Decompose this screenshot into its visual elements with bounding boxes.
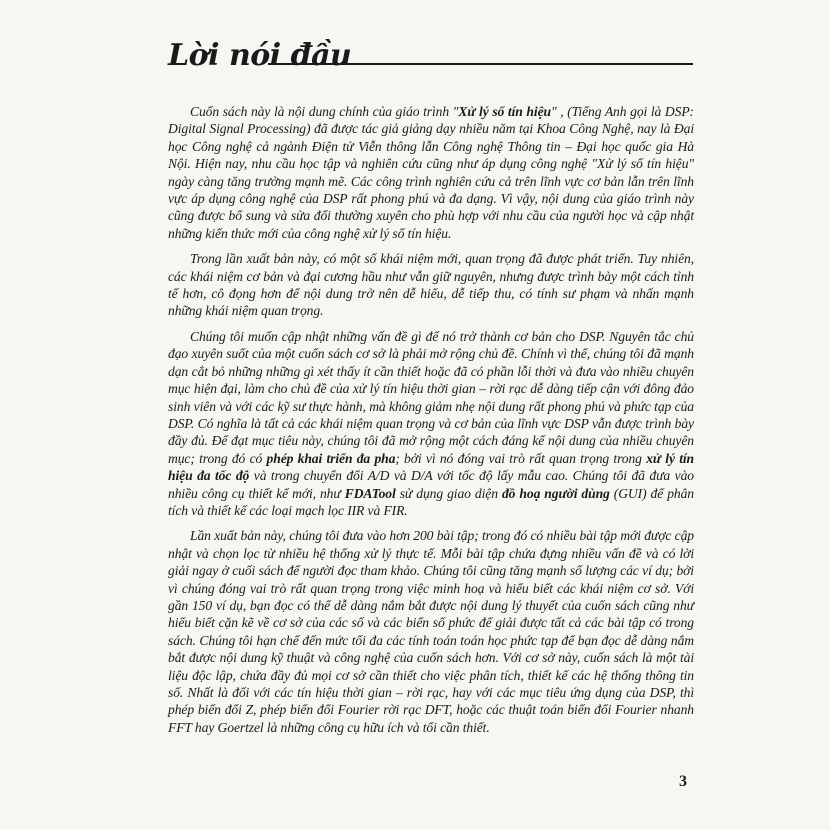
text-run: " , (Tiếng Anh gọi là DSP: Digital Signal Processing) đã được tác giả giảng dạy nhiều năm tại Khoa Công Nghệ, nay là Đại học Công nghệ cả ngành Điện tử Viễn thông lẫn Công nghệ Thông tin – Đại học quốc gia Hà Nội. Hiện nay, nhu cầu học tập và nghiên cứu cũng như áp dụng công nghệ "Xử lý số tín hiệu" ngày càng tăng trưởng mạnh mẽ. Các công trình nghiên cứu cả trên lĩnh vực cơ bản lẫn trên lĩnh vực áp dụng công nghệ của DSP rất phong phú và đa dạng. Vì vậy, nội dung của giáo trình này cũng được bổ sung và sửa đổi thường xuyên cho phù hợp với nhu cầu của người học và cập nhật những kiến thức mới của công nghệ xử lý số tín hiệu. <box>168 104 694 241</box>
preface-paragraph <box>168 250 694 320</box>
text-run: (GUI) để phân tích và thiết kế các loại mạch lọc IIR và FIR. <box>168 485 694 518</box>
text-run: Cuốn sách này là nội dung chính của giáo trình " <box>190 104 459 119</box>
heading-underline <box>268 63 693 65</box>
preface-paragraph <box>168 527 694 736</box>
text-run: Lần xuất bản này, chúng tôi đưa vào hơn 200 bài tập; trong đó có nhiều bài tập mới được cập nhật và chọn lọc từ nhiều hệ thống xử lý thực tế. Mỗi bài tập chứa đựng nhiều vấn đề và có lời giải ngay ở cuối sách để người đọc tham khảo. Chúng tôi cũng tăng mạnh số lượng các ví dụ; bởi vì chúng đóng vai trò rất quan trọng trong việc minh hoạ và hiểu biết các khái niệm cơ sở. Với gần 150 ví dụ, bạn đọc có thể dễ dàng nắm bắt được nội dung lý thuyết của cuốn sách cũng như hiểu biết cặn kẽ về cơ sở của các số và các biến số phức để giải được tất cả các bài tập có trong sách. Chúng tôi hạn chế đến mức tối đa các tính toán toán học phức tạp để bạn đọc dễ dàng nắm bắt được nội dung kỹ thuật và công nghệ của cuốn sách hơn. Với cơ sở này, cuốn sách là một tài liệu độc lập, chứa đầy đủ mọi cơ sở cần thiết cho việc phân tích, thiết kế các hệ thống thông tin số. Nhất là đối với các tín hiệu thời gian – rời rạc, hay với các mục tiêu ứng dụng của DSP, thì phép biến đổi Z, phép biến đổi Fourier rời rạc DFT, hoặc các thuật toán biến đổi Fourier nhanh FFT hay Goertzel là những công cụ hữu ích và tối cần thiết. <box>168 528 694 735</box>
text-run: và trong chuyển đổi A/D và D/A với tốc độ lấy mẫu cao. Chúng tôi đã đưa vào nhiều công cụ thiết kế mới, như <box>168 468 694 501</box>
preface-body <box>168 103 694 744</box>
bold-term: đồ hoạ người dùng <box>501 485 610 501</box>
bold-term: Xử lý số tín hiệu <box>458 104 551 119</box>
bold-term: FDATool <box>344 485 396 501</box>
bold-term: xử lý tín hiệu đa tốc độ <box>168 450 695 484</box>
text-run: ; bởi vì nó đóng vai trò rất quan trọng trong <box>395 450 647 466</box>
page-number: 3 <box>679 773 687 790</box>
page-heading: Lời nói đầu <box>168 38 352 73</box>
text-run: sử dụng giao diện <box>395 485 502 501</box>
text-run: Chúng tôi muốn cập nhật những vấn đề gì để nó trở thành cơ bản cho DSP. Nguyên tắc chủ đạo xuyên suốt của một cuốn sách cơ sở là phải mở rộng chủ đề. Chính vì thế, chúng tôi đã mạnh dạn cắt bỏ những những gì xét thấy ít cần thiết hoặc đã có phần lỗi thời và đưa vào nhiều chuyên mục hiện đại, làm cho chủ đề của xử lý tín hiệu thời gian – rời rạc dễ dàng tiếp cận với đông đảo sinh viên và với các kỹ sư thực hành, mà không giảm nhẹ nội dung rất phong phú và phức tạp của DSP. Có nghĩa là tất cả các khái niệm quan trọng và cơ bản của lĩnh vực DSP vẫn được trình bày đầy đủ. Để đạt mục tiêu này, chúng tôi đã mở rộng một cách đáng kể nội dung của nhiều chuyên mục; trong đó có <box>168 328 694 466</box>
text-run: Trong lần xuất bản này, có một số khái niệm mới, quan trọng đã được phát triển. Tuy nhiên, các khái niệm cơ bản và đại cương hầu như vẫn giữ nguyên, nhưng được trình bày một cách tỉnh tế hơn, cô đọng hơn để nội dung trở nên dễ hiểu, dễ tiếp thu, có tính sư phạm và nhấn mạnh những khái niệm quan trọng. <box>168 251 694 319</box>
bold-term: phép khai triển đa pha <box>266 450 396 466</box>
preface-paragraph <box>168 103 694 242</box>
preface-paragraph <box>168 328 694 519</box>
